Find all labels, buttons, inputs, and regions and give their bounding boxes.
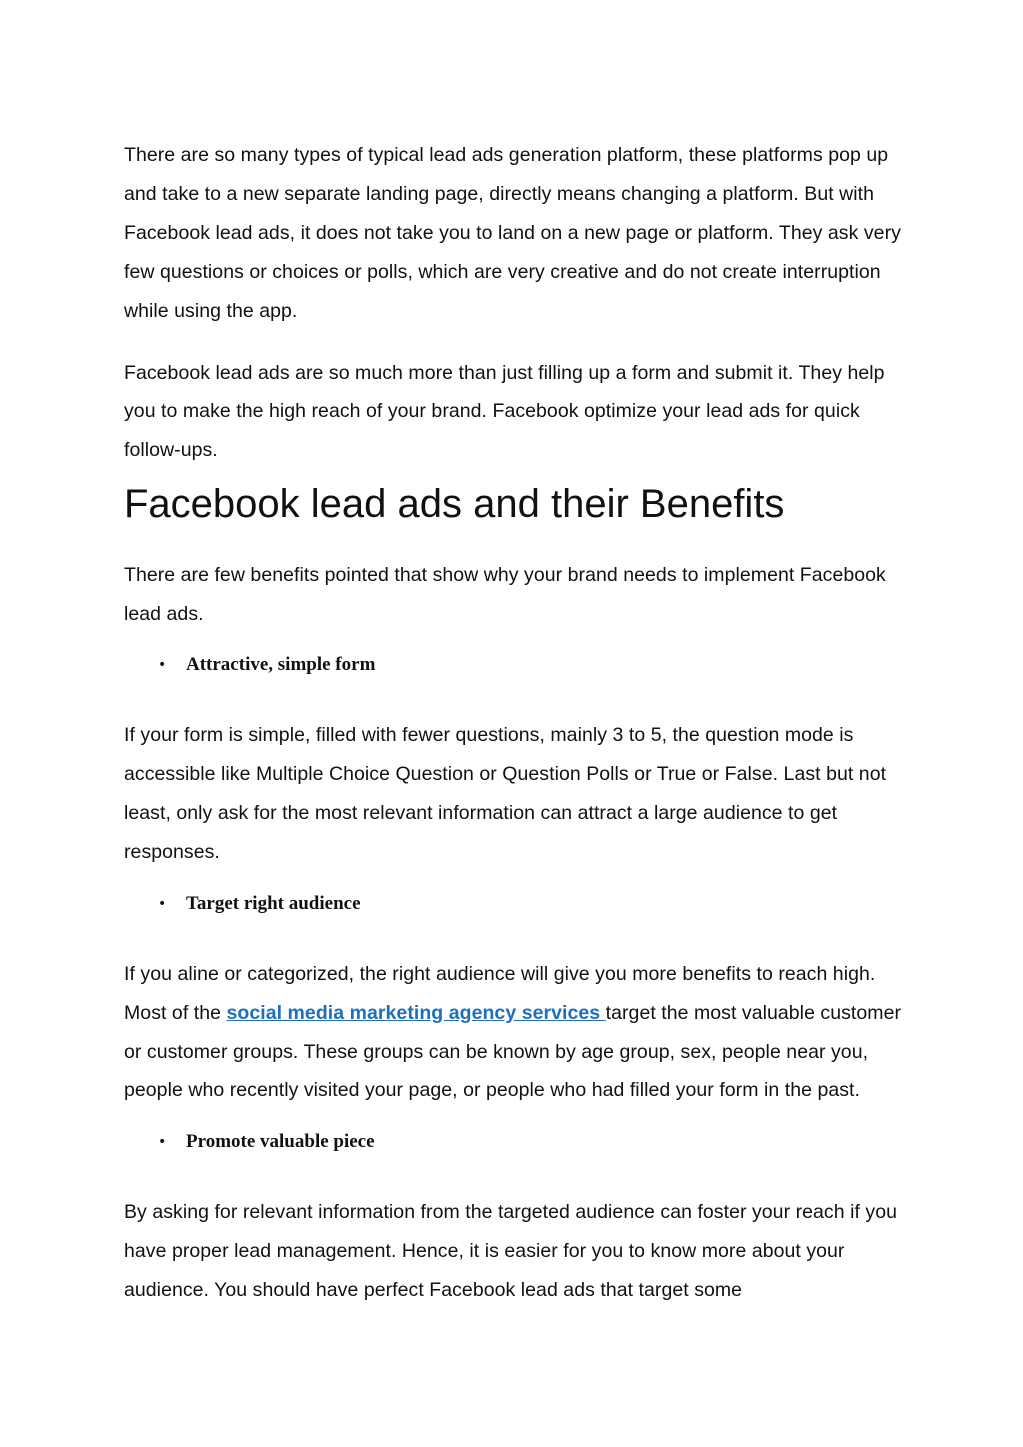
bullet-icon: •: [158, 657, 167, 674]
paragraph-text: target the most valuable customer or customer groups. These groups can be known by age group, sex, people near you, people who recently visited your page, or people who had filled your form in the past.: [124, 1001, 902, 1102]
paragraph-overview: Facebook lead ads are so much more than just filling up a form and submit it. They help you to make the high reach of your brand. Facebook optimize your lead ads for quick follow-ups.: [124, 361, 885, 462]
section-heading: Facebook lead ads and their Benefits: [124, 482, 785, 527]
bullet-promote-valuable: [124, 1129, 914, 1155]
bullet-target-audience: [124, 891, 914, 917]
bullet-label: Target right audience: [186, 892, 361, 914]
paragraph-simple-form: If your form is simple, filled with fewer questions, mainly 3 to 5, the question mode is accessible like Multiple Choice Question or Question Polls or True or False. Last but not least, only ask for the most relevant information can attract a large audience to get responses.: [124, 724, 887, 863]
paragraph-text: If you aline or categorized, the right audience will give you more benefits to reach high. Most of the: [124, 962, 876, 1024]
bullet-attractive-form: [124, 652, 914, 678]
bullet-label: Promote valuable piece: [186, 1131, 375, 1153]
bullet-icon: •: [158, 1134, 167, 1151]
paragraph-benefits-intro: There are few benefits pointed that show why your brand needs to implement Facebook lead ads.: [124, 564, 886, 626]
bullet-icon: •: [158, 895, 167, 912]
social-media-agency-link[interactable]: social media marketing agency services: [226, 1001, 606, 1024]
paragraph-target-audience: [124, 955, 914, 1111]
document-body: [124, 136, 914, 1333]
paragraph-intro: There are so many types of typical lead ads generation platform, these platforms pop up and take to a new separate landing page, directly means changing a platform. But with Facebook lead ads, it does not take you to land on a new page or platform. They ask very few questions or choices or polls, which are very creative and do not create interruption while using the app.: [124, 144, 901, 322]
bullet-label: Attractive, simple form: [186, 654, 376, 676]
paragraph-promote-valuable: By asking for relevant information from the targeted audience can foster your reach if you have proper lead management. Hence, it is easier for you to know more about your audience. You should have perfect Facebook lead ads that target some: [124, 1201, 897, 1302]
